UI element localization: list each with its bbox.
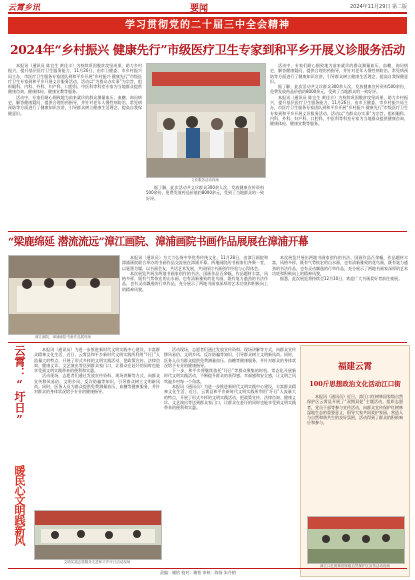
sidebox-subtitle: 100斤思想政治文化活动江口街 (309, 380, 401, 388)
footer-rule (8, 568, 407, 569)
exhibition-photo (9, 256, 119, 334)
article3-photo-caption: 文明实践志愿服务走进和平乡圩日活动现场 (63, 560, 131, 564)
article2-paragraph: 据悉，此次展览将持续至12月10日，欢迎广大书画爱好者前往观展。 (280, 276, 403, 282)
sidebox-title: 福建云霄 (337, 362, 372, 372)
article2-photo-caption: 漳江画院、漳浦画院书画作品展现场 (35, 335, 91, 339)
article1-paragraph: 据了解，此次活动共义诊群众300余人次，发放健康宣传资料500余份，免费发放药品价值约8000余元，受到了当地群众的一致好评。 (146, 185, 264, 201)
article3-paragraph: 活动现场，志愿者们通过发放宣传资料、现场讲解等方式，向群众宣传移风易俗、文明乡风、反诈防骗等知识，引导群众树立文明新风尚。同时，医务人员为群众提供免费测量血压、血糖等健康服务，并针对群众的身体状况给予专业的健康指导。 (34, 373, 160, 395)
section-title: 要闻 (190, 4, 209, 14)
article1-column-middle (146, 185, 264, 230)
article1-photo (146, 63, 266, 178)
article1-column-left (8, 63, 142, 230)
article1-headline: 2024年“乡村振兴 健康先行”市级医疗卫生专家到和平乡开展义诊服务活动 (10, 43, 405, 57)
article1-paragraph: 本报讯（通讯员 陈宜生 黄佳丰）为持续巩固脱贫攻坚成果，助力乡村振兴，提升基层医疗卫生服务能力，11月26日，由市卫健委、市乡村振兴局主办，市医疗卫生服务专家团队到和平乡开展“乡村振兴 健康先行”市级医疗卫生专家到和平乡开展义诊服务活动，活动以“为群众办实事”为宗旨，组织眼科、内科、外科、妇产科、口腔科、中医科等科室专家为当地群众提供健康咨询、健康体检、健康宣教等服务。 (270, 94, 408, 127)
section-divider (8, 342, 407, 343)
article1-column-right (270, 63, 408, 230)
article2-paragraph: 本次展览共展出两地书画家创作的书法、国画作品百余幅，作品题材丰富，风格多样，既有气势恢宏的山水画，也有清新雅致的花鸟画，既有笔力遒劲的书法作品，也有灵动飘逸的行草作品，充分展示了两地书画家深厚的艺术功底和积极向上的精神风貌。 (122, 270, 268, 292)
article1-paragraph: 活动中，专家们耐心细致地为前来就诊的群众测量血压、血糖，询问病史，解答健康疑问，提供合理用药指导，并针对老年人慢性病防治、常见病预防等方面进行了健康知识宣讲，引导群众树立健康生活理念，提高自我保健意识。 (8, 94, 142, 116)
footer-credits: 责编：谢怡 校对：谢怡 审核：陈扬 朱丹榕 (160, 570, 236, 575)
theme-banner: 学习贯彻党的二十届三中全会精神 (8, 17, 407, 34)
sidebox-photo (307, 516, 405, 564)
article2-paragraph: 本报讯（通讯员）为大力弘扬中华优秀传统文化，11月28日，由漳江画院和漳浦画院联合举办的书画作品交流展在漳浦开幕。两地画院的书画家们齐聚一堂，以笔墨为媒，以书画会友，共话艺术发展，共同探讨书画创作经验与心得体会。 (122, 255, 268, 271)
article3-vertical-title (8, 345, 30, 577)
article3-column-right (164, 347, 296, 568)
article3-paragraph: 下一步，和平乡将继续依托“圩日”等群众聚集的时机，常态化开展新时代文明实践活动，不断提升群众的获得感、幸福感和安全感，让文明之风吹遍乡村每一个角落。 (164, 368, 296, 384)
article2-headline: “梁鹿绵延 潜流流远”漳江画院、漳浦画院书画作品展展在漳浦开幕 (8, 236, 309, 248)
article3-photo (34, 510, 162, 560)
article3-column-left (34, 347, 160, 507)
article3-paragraph: 本报讯（通讯员）为进一步推进新时代文明实践中心建设，丰富群众精神文化生活，近日，云霄县和平乡新时代文明实践所利用“圩日”人流量大的特点，开展了形式多样的文明实践活动，把政策宣传、法律咨询、健康义诊、文艺演出等送到群众家门口，让群众在赶圩的同时也能享受到文明实践带来的便利和实惠。 (164, 384, 296, 411)
article1-photo-caption: 义诊服务活动现场 (191, 178, 219, 182)
paper-name: 云霄乡讯 (8, 2, 40, 12)
sidebox-body (307, 394, 403, 512)
article1-paragraph: 活动中，专家们耐心细致地为前来就诊的群众测量血压、血糖，询问病史，解答健康疑问，提供合理用药指导，并针对老年人慢性病防治、常见病预防等方面进行了健康知识宣讲，引导群众树立健康生活理念，提高自我保健意识。 (270, 63, 408, 84)
mangrove-event-photo (308, 517, 404, 563)
medical-event-photo (147, 64, 265, 177)
article1-paragraph: 据了解，此次活动共义诊群众300余人次，发放健康宣传资料500余份，免费发放药品价值约8000余元，受到了当地群众的一致好评。 (270, 84, 408, 95)
issue-date: 2024年11月29日 第二版 (349, 4, 407, 10)
article1-paragraph: 本报讯（通讯员 陈宜生 黄佳丰）为持续巩固脱贫攻坚成果，助力乡村振兴，提升基层医疗卫生服务能力，11月26日，由市卫健委、市乡村振兴局主办，市医疗卫生服务专家团队到和平乡开展“乡村振兴 健康先行”市级医疗卫生专家到和平乡开展义诊服务活动，活动以“为群众办实事”为宗旨，组织眼科、内科、外科、妇产科、口腔科、中医科等科室专家为当地群众提供健康咨询、健康体检、健康宣教等服务。 (8, 63, 142, 95)
article2-paragraph: 本次展览共展出两地书画家创作的书法、国画作品百余幅，作品题材丰富，风格多样，既有气势恢宏的山水画，也有清新雅致的花鸟画，既有笔力遒劲的书法作品，也有灵动飘逸的行草作品，充分展示了两地书画家深厚的艺术功底和积极向上的精神风貌。 (272, 255, 408, 276)
article3-title-part: 暖民心文明践新风 (13, 465, 26, 545)
sidebox-paragraph: 本报讯（通讯员）近日，漳江口红树林国家级自然保护区云霄县开展了“双拥双促”主题活动，组织志愿者、党员干部等参与宣传活动，向群众宣传保护红树林湿地生态的重要意义，倡导大家共同爱护家园，营造人与自然和谐共生的良好氛围，活动得到了群众的积极响应和参与。 (307, 394, 403, 426)
article2-column-middle (122, 255, 268, 340)
sidebox (300, 345, 410, 577)
article3-paragraph: 活动现场，志愿者们通过发放宣传资料、现场讲解等方式，向群众宣传移风易俗、文明乡风、反诈防骗等知识，引导群众树立文明新风尚。同时，医务人员为群众提供免费测量血压、血糖等健康服务，并针对群众的身体状况给予专业的健康指导。 (164, 347, 296, 368)
article2-column-right (272, 255, 408, 340)
market-day-photo (35, 511, 161, 559)
article3-paragraph: 本报讯（通讯员）为进一步推进新时代文明实践中心建设，丰富群众精神文化生活，近日，云霄县和平乡新时代文明实践所利用“圩日”人流量大的特点，开展了形式多样的文明实践活动，把政策宣传、法律咨询、健康义诊、文艺演出等送到群众家门口，让群众在赶圩的同时也能享受到文明实践带来的便利和实惠。 (34, 347, 160, 374)
sidebox-photo-caption: 漳江口红树林国家级自然保护区宣传活动现场 (320, 564, 390, 568)
article2-photo (8, 255, 120, 335)
section-divider (8, 231, 407, 232)
article3-title-part: 云霄：“圩日” (13, 345, 26, 426)
